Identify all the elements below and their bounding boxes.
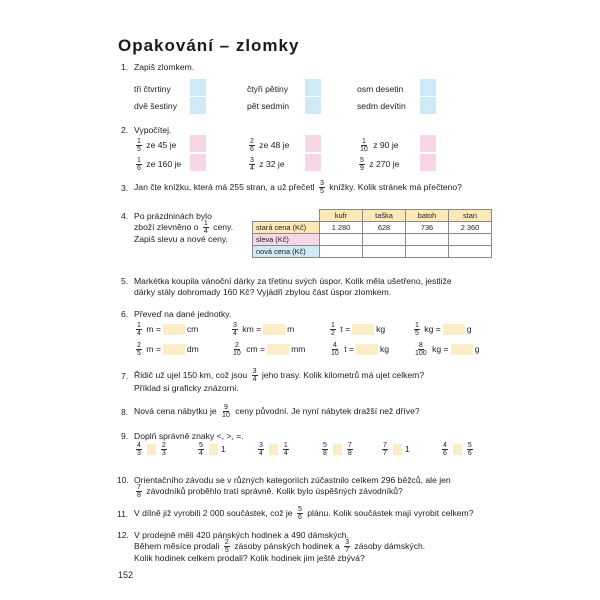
task-text: V dílně již vyrobili 2 000 součástek, což je $\frac{5}{6}$ plánu. Kolik součástek mají vyrobit celkem?	[134, 506, 474, 521]
fraction-word: čtyři pětiny	[247, 84, 289, 94]
task-text: dárky stály dohromady 160 Kč? Vyjádři zbylou část úspor zlomkem.	[134, 287, 392, 297]
fraction-word: osm desetin	[357, 84, 404, 94]
calc-item: $\frac{1}{5}$ ze 45 je	[137, 138, 177, 153]
answer-box[interactable]	[163, 324, 185, 335]
task-number: 5.	[121, 276, 129, 286]
answer-box[interactable]	[451, 344, 473, 355]
answer-box[interactable]	[190, 154, 206, 171]
table-row	[253, 222, 492, 234]
task-number: 4.	[121, 211, 129, 221]
task-number: 11.	[117, 509, 129, 519]
task-number: 3.	[121, 183, 129, 193]
compare-pair: $\frac{5}{8}$ $\frac{7}{8}$	[323, 442, 352, 457]
table-cell[interactable]	[320, 234, 363, 246]
conversion-item: $\frac{1}{5}$ kg = g	[415, 322, 472, 337]
conversion-item: $\frac{2}{10}$ cm = mm	[233, 342, 306, 357]
answer-box[interactable]	[190, 135, 206, 152]
fraction-word: sedm devítin	[357, 101, 406, 111]
task-number: 6.	[121, 309, 129, 319]
conversion-item: $\frac{8}{100}$ kg = g	[415, 342, 480, 357]
answer-box[interactable]	[209, 444, 218, 455]
answer-box[interactable]	[190, 97, 206, 114]
answer-box[interactable]	[356, 344, 378, 355]
task-number: 8.	[121, 407, 129, 417]
fraction-word: pět sedmin	[247, 101, 290, 111]
task-number: 10.	[117, 475, 129, 485]
calc-item: $\frac{3}{4}$ z 32 je	[250, 157, 285, 172]
answer-box[interactable]	[420, 97, 436, 114]
table-cell: 2 360	[449, 222, 492, 234]
table-row	[253, 234, 492, 246]
compare-pair: $\frac{4}{3}$ $\frac{2}{3}$	[137, 442, 166, 457]
task-text: Příklad si graficky znázorni.	[134, 383, 239, 393]
task-number: 2.	[121, 125, 129, 135]
table-cell[interactable]	[363, 234, 406, 246]
table-cell[interactable]	[363, 246, 406, 258]
table-row	[253, 246, 492, 258]
answer-box[interactable]	[420, 154, 436, 171]
answer-box[interactable]	[420, 79, 436, 96]
answer-box[interactable]	[393, 444, 402, 455]
task-text: Vypočítej.	[134, 125, 172, 135]
task-text: Markétka koupila vánoční dárky za třetinu svých úspor. Kolik měla ušetřeno, jestliže	[134, 276, 452, 286]
answer-box[interactable]	[333, 444, 342, 455]
table-cell: 628	[363, 222, 406, 234]
task-number: 1.	[121, 62, 129, 72]
calc-item: $\frac{1}{10}$ z 90 je	[360, 138, 399, 153]
conversion-item: $\frac{4}{10}$ t = kg	[331, 342, 390, 357]
table-cell[interactable]	[449, 246, 492, 258]
answer-box[interactable]	[269, 444, 278, 455]
table-header: taška	[363, 210, 406, 222]
calc-item: $\frac{5}{9}$ z 270 je	[360, 157, 400, 172]
answer-box[interactable]	[352, 324, 374, 335]
row-label: nová cena (Kč)	[253, 246, 320, 258]
answer-box[interactable]	[190, 79, 206, 96]
task-number: 7.	[121, 371, 129, 381]
page-title: Opakování – zlomky	[118, 36, 300, 55]
row-label: stará cena (Kč)	[253, 222, 320, 234]
answer-box[interactable]	[163, 344, 185, 355]
conversion-item: $\frac{1}{4}$ m = cm	[137, 322, 199, 337]
calc-item: $\frac{1}{6}$ ze 160 je	[137, 157, 182, 172]
conversion-item: $\frac{3}{4}$ km = m	[233, 322, 295, 337]
task-text: V prodejně měli 420 pánských hodinek a 490 dámských.	[134, 530, 349, 540]
task-text: zboží zlevněno o $\frac{1}{4}$ ceny.	[134, 220, 234, 235]
table-cell: 736	[406, 222, 449, 234]
task-number: 12.	[117, 530, 129, 540]
task-text: Zapiš zlomkem.	[134, 62, 195, 72]
table-header: stan	[449, 210, 492, 222]
task-text: Po prázdninách bylo	[134, 211, 212, 221]
answer-box[interactable]	[453, 444, 462, 455]
answer-box[interactable]	[443, 324, 465, 335]
calc-item: $\frac{2}{6}$ ze 48 je	[250, 138, 290, 153]
task-text: Kolik hodinek celkem prodali? Kolik hodinek jim ještě zbývá?	[134, 553, 365, 563]
table-cell[interactable]	[320, 246, 363, 258]
task-text: Nová cena nábytku je $\frac{9}{10}$ ceny původní. Je nyní nábytek dražší než dříve?	[134, 404, 420, 419]
compare-pair: $\frac{5}{4}$ 1	[199, 442, 226, 457]
table-cell[interactable]	[449, 234, 492, 246]
task-text: Orientačního závodu se v různých kategoriích zúčastnilo celkem 296 běžců, ale jen	[134, 475, 451, 485]
compare-pair: $\frac{4}{6}$ $\frac{5}{6}$	[443, 442, 472, 457]
fraction-word: tři čtvrtiny	[134, 84, 171, 94]
task-number: 9.	[121, 431, 129, 441]
task-text: Zapiš slevu a nové ceny.	[134, 234, 228, 244]
answer-box[interactable]	[305, 154, 321, 171]
task-text: Převeď na dané jednotky.	[134, 309, 232, 319]
task-text: Řidič už ujel 150 km, což jsou $\frac{3}{4}$ jeho trasy. Kolik kilometrů má ujet celkem?	[134, 368, 425, 383]
answer-box[interactable]	[263, 324, 285, 335]
price-table	[252, 209, 492, 258]
table-cell: 1 280	[320, 222, 363, 234]
answer-box[interactable]	[267, 344, 289, 355]
answer-box[interactable]	[420, 135, 436, 152]
answer-box[interactable]	[305, 135, 321, 152]
fraction-word: dvě šestiny	[134, 101, 177, 111]
conversion-item: $\frac{1}{2}$ t = kg	[331, 322, 386, 337]
page-number: 152	[118, 570, 134, 580]
task-text: Doplň správně znaky <, >, =.	[134, 431, 244, 441]
table-cell[interactable]	[406, 234, 449, 246]
table-cell[interactable]	[406, 246, 449, 258]
answer-box[interactable]	[147, 444, 156, 455]
task-text: Během měsíce prodali $\frac{2}{5}$ zásoby pánských hodinek a $\frac{3}{7}$ zásoby dámských.	[134, 539, 426, 554]
table-header: kufr	[320, 210, 363, 222]
answer-box[interactable]	[305, 79, 321, 96]
row-label: sleva (Kč)	[253, 234, 320, 246]
compare-pair: $\frac{3}{4}$ $\frac{1}{4}$	[259, 442, 288, 457]
task-text: Jan čte knížku, která má 255 stran, a už přečetl $\frac{3}{5}$ knížky. Kolik stránek má přečteno?	[134, 180, 462, 195]
task-text: $\frac{7}{8}$ závodníků proběhlo tratí správně. Kolik bylo úspěšných závodníků?	[137, 484, 403, 499]
conversion-item: $\frac{2}{5}$ m = dm	[137, 342, 199, 357]
compare-pair: $\frac{7}{7}$ 1	[383, 442, 410, 457]
answer-box[interactable]	[305, 97, 321, 114]
table-header: batoh	[406, 210, 449, 222]
